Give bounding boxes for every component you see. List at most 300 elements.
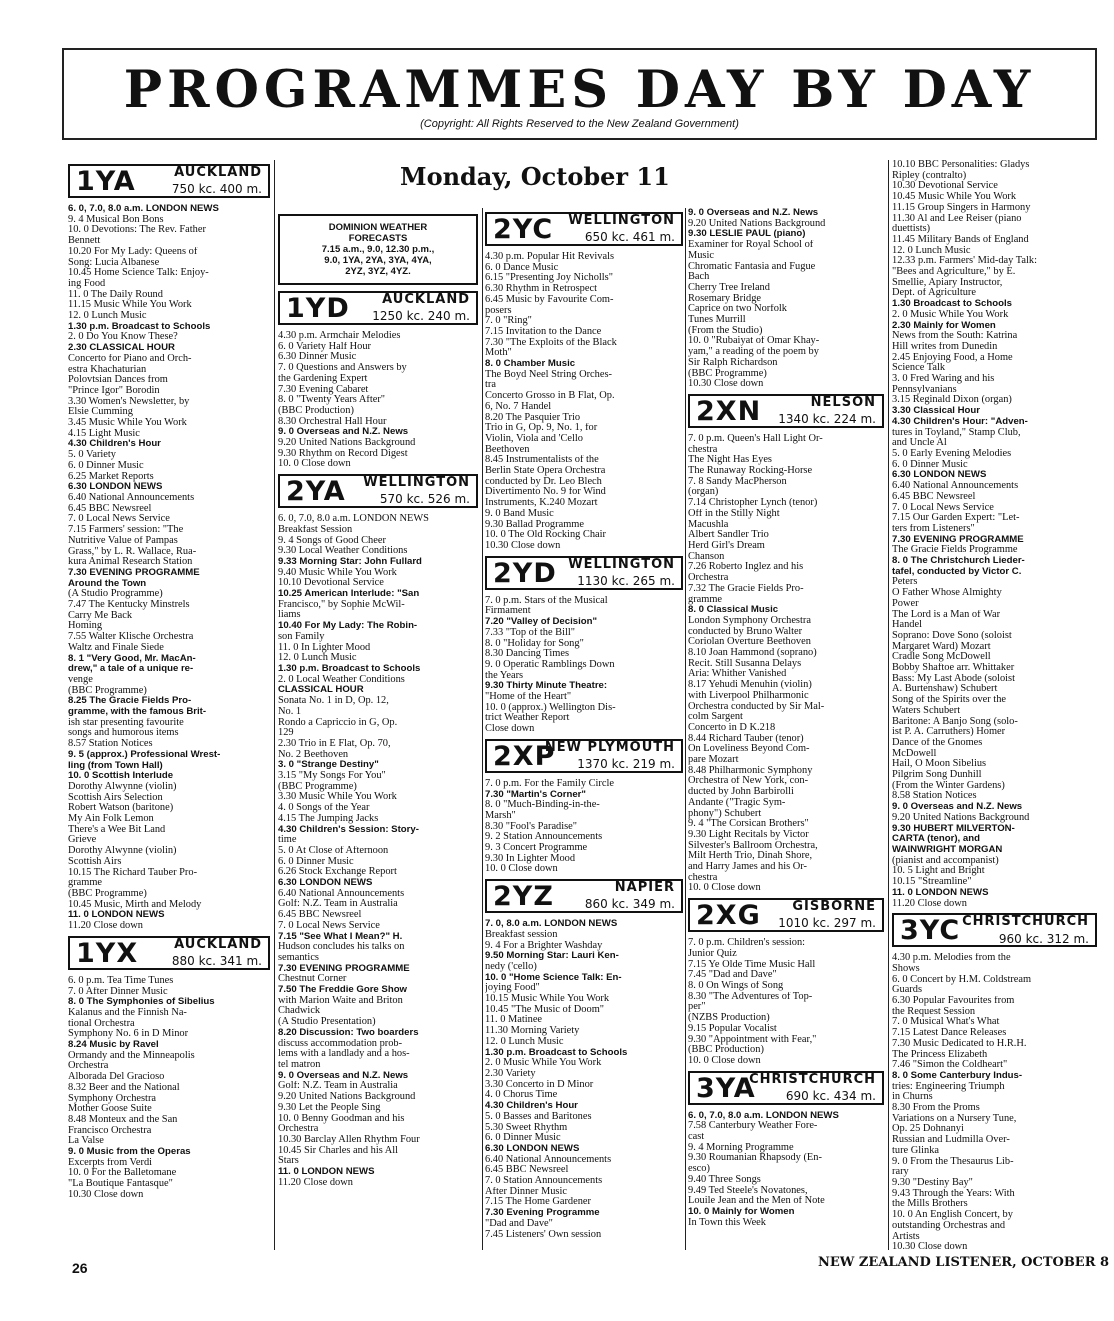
programme-line: 2. 0 Music While You Work	[485, 1058, 602, 1069]
programme-line: (BBC Programme)	[68, 685, 147, 696]
column-divider	[482, 208, 483, 1250]
station-callsign: 3YC	[900, 915, 961, 947]
programme-highlight: 2.30 Mainly for Women	[892, 320, 996, 331]
programme-highlight: 7.30 EVENING PROGRAMME	[278, 963, 410, 974]
programme-line: 7. 0 Questions and Answers by	[278, 363, 407, 374]
programme-highlight: 10. 0 "Home Science Talk: En-	[485, 972, 622, 983]
programme-line: 11.20 Close down	[68, 921, 143, 932]
programme-line: Music	[688, 250, 714, 261]
programme-line: (pianist and accompanist)	[892, 855, 999, 866]
programme-highlight: 9.30 HUBERT MILVERTON-	[892, 823, 1015, 834]
programme-line: Bass: My Last Abode (soloist	[892, 673, 1015, 684]
programme-line: 7.15 Ye Olde Time Music Hall	[688, 959, 816, 970]
programme-line: 7.30 Evening Cabaret	[278, 384, 369, 395]
programme-line: Orchestra of New York, con-	[688, 776, 809, 787]
programme-highlight: 7. 0, 8.0 a.m. LONDON NEWS	[485, 919, 618, 930]
programme-highlight: 8. 0 Classical Music	[688, 605, 779, 616]
station-callsign: 2XP	[493, 740, 556, 772]
station-header	[485, 212, 683, 246]
programme-line: ture Glinka	[892, 1145, 940, 1156]
programme-line: 3.45 Music While You Work	[68, 418, 187, 429]
programme-line: Peters	[892, 577, 918, 588]
programme-line: Tunes Murrill	[688, 315, 746, 326]
station-header	[485, 879, 683, 913]
programme-line: (A Studio Programme)	[68, 589, 163, 600]
column-3	[485, 208, 683, 1254]
programme-line: Science Talk	[892, 363, 946, 374]
programme-line: 4.30 p.m. Popular Hit Revivals	[485, 252, 615, 262]
programme-line: cast	[688, 1132, 705, 1143]
programme-line: kura Animal Research Station	[68, 557, 193, 568]
programme-line: 9.49 Ted Steele's Novatones,	[688, 1185, 808, 1196]
programme-line: (organ)	[688, 487, 719, 498]
programme-line: 6.30 Popular Favourites from	[892, 996, 1015, 1007]
programme-line: trict Weather Report	[485, 713, 570, 724]
programme-line: O Father Whose Almighty	[892, 588, 1002, 599]
day-title: Monday, October 11	[400, 162, 670, 191]
station-header	[278, 474, 478, 508]
station-header	[485, 739, 683, 773]
programme-line: Artists	[892, 1231, 920, 1242]
programme-line: 6.40 National Announcements	[892, 481, 1019, 492]
programme-line: 10.15 The Richard Tauber Pro-	[68, 867, 198, 878]
programme-line: 7. 0 p.m. Children's session:	[688, 938, 806, 949]
programme-line: Song: Lucia Albanese	[68, 257, 160, 268]
station-city: AUCKLAND	[382, 292, 470, 307]
programme-highlight: 9. 0 Overseas and N.Z. News	[278, 1070, 409, 1081]
programme-line: time	[278, 835, 297, 846]
programme-line: Instruments, K.240 Mozart	[485, 498, 598, 509]
programme-line: 6.25 Market Reports	[68, 471, 154, 482]
station-header	[278, 291, 478, 325]
station-header	[688, 898, 884, 932]
programme-line: 8.32 Beer and the National	[68, 1082, 180, 1093]
programme-line: 7. 0 Local News Service	[278, 920, 380, 931]
programme-highlight: 7.30 EVENING PROGRAMME	[68, 567, 200, 578]
programme-line: in Churns	[892, 1092, 933, 1103]
programme-line: 10.45 Sir Charles and his All	[278, 1145, 399, 1156]
programme-line: 9.15 Popular Vocalist	[688, 1023, 777, 1034]
programme-line: 10.10 Devotional Service	[278, 578, 384, 589]
weather-forecast-line: FORECASTS	[348, 233, 408, 244]
programme-line: 7.15 The Home Gardener	[485, 1197, 591, 1208]
station-callsign: 2XN	[696, 395, 762, 427]
programme-line: Marsh"	[485, 810, 516, 821]
page-number: 26	[72, 1260, 88, 1276]
programme-line: lems with a landlady and a hos-	[278, 1049, 410, 1060]
programme-line: 10. 0 Benny Goodman and his	[278, 1113, 405, 1124]
programme-line: 10.45 Home Science Talk: Enjoy-	[68, 268, 209, 279]
programme-line: 5. 0 At Close of Afternoon	[278, 845, 389, 856]
programme-highlight: 9.30 LESLIE PAUL (piano)	[688, 229, 806, 240]
programme-line: 6.45 Music by Favourite Com-	[485, 294, 614, 305]
programme-line: tries: Engineering Triumph	[892, 1081, 1005, 1092]
programme-line: 7.14 Christopher Lynch (tenor)	[688, 498, 818, 509]
programme-line: the Mills Brothers	[892, 1199, 968, 1210]
programme-line: the Gardening Expert	[278, 373, 368, 384]
programme-highlight: 7.30 "Martin's Corner"	[485, 789, 586, 800]
programme-line: 8. 0 "Twenty Years After"	[278, 395, 386, 406]
station-header	[68, 936, 270, 970]
programme-highlight: 6.30 LONDON NEWS	[485, 1143, 580, 1154]
programme-highlight: 11. 0 LONDON NEWS	[278, 1167, 375, 1178]
programme-line: 7.26 Roberto Inglez and his	[688, 562, 804, 573]
programme-line: 3.15 Reginald Dixon (organ)	[892, 395, 1012, 406]
programme-line: the Request Session	[892, 1006, 976, 1017]
programme-highlight: 10.25 American Interlude: "San	[278, 589, 420, 600]
programme-line: Dept. of Agriculture	[892, 288, 976, 299]
programme-line: 9.40 Music While You Work	[278, 567, 397, 578]
masthead-title: PROGRAMMES DAY BY DAY	[123, 60, 1036, 120]
programme-line: 6. 0 p.m. Tea Time Tunes	[68, 975, 174, 986]
programme-line: Orchestra	[278, 1124, 319, 1135]
programme-line: Rosemary Bridge	[688, 293, 762, 304]
programme-line: Shows	[892, 963, 920, 974]
station-header	[485, 556, 683, 590]
programme-highlight: 9. 0 Music from the Operas	[68, 1147, 191, 1158]
weather-forecast-line: 7.15 a.m., 9.0, 12.30 p.m.,	[321, 244, 435, 255]
station-frequency: 1340 kc. 224 m.	[778, 412, 876, 427]
programme-line: Breakfast session	[485, 929, 558, 940]
programme-highlight: 7.20 "Valley of Decision"	[485, 617, 598, 628]
programme-line: per"	[688, 1002, 706, 1013]
programme-highlight: 7.30 Evening Programme	[485, 1208, 600, 1219]
programme-line: 11.30 Morning Variety	[485, 1026, 580, 1037]
programme-line: posers	[485, 305, 512, 316]
programme-highlight: 8. 1 "Very Good, Mr. MacAn-	[68, 653, 196, 664]
programme-line: liams	[278, 610, 301, 621]
programme-highlight: 9.30 Thirty Minute Theatre:	[485, 681, 608, 692]
programme-line: Breakfast Session	[278, 524, 353, 535]
programme-line: 7. 0 p.m. Stars of the Musical	[485, 595, 608, 606]
programme-line: 10.20 For My Lady: Queens of	[68, 246, 198, 257]
programme-line: Sonata No. 1 in D, Op. 12,	[278, 696, 389, 707]
programme-line: (BBC Production)	[278, 405, 354, 416]
programme-line: Kalanus and the Finnish Na-	[68, 1007, 187, 1018]
programme-line: 9.20 United Nations Background	[892, 812, 1030, 823]
station-callsign: 1YA	[76, 166, 136, 197]
programme-line: London Symphony Orchestra	[688, 615, 811, 626]
station-city: WELLINGTON	[568, 213, 675, 228]
programme-highlight: 9. 5 (approx.) Professional Wrest-	[68, 749, 221, 760]
programme-highlight: 9. 0 Overseas and N.Z. News	[278, 427, 409, 438]
weather-forecast-line: 2YZ, 3YZ, 4YZ.	[345, 266, 411, 277]
programme-line: 11.45 Military Bands of England	[892, 234, 1029, 245]
programme-line: 7.30 "The Exploits of the Black	[485, 337, 617, 348]
programme-highlight: 6.30 LONDON NEWS	[278, 878, 373, 889]
programme-line: ing Food	[68, 278, 106, 289]
programme-line: 9. 4 Musical Bon Bons	[68, 214, 164, 225]
programme-highlight: 9. 0 Overseas and N.Z. News	[892, 802, 1023, 813]
programme-line: Guards	[892, 985, 923, 996]
programme-line: Scottish Airs Selection	[68, 792, 163, 803]
station-city: CHRISTCHURCH	[749, 1071, 876, 1087]
programme-line: Margaret Ward) Mozart	[892, 641, 991, 652]
programme-line: 9.30 Local Weather Conditions	[278, 546, 408, 557]
weather-forecast-line: 9.0, 1YA, 2YA, 3YA, 4YA,	[324, 255, 432, 266]
programme-line: 6.45 BBC Newsreel	[278, 910, 362, 921]
programme-line: 7.15 Farmers' session: "The	[68, 525, 184, 536]
programme-line: 5. 0 Variety	[68, 450, 116, 461]
programme-line: 5. 0 Early Evening Melodies	[892, 448, 1012, 459]
programme-line: phony") Schubert	[688, 808, 762, 819]
programme-line: Divertimento No. 9 for Wind	[485, 487, 606, 498]
programme-line: 9. 0 Operatic Ramblings Down	[485, 659, 615, 670]
programme-line: 10.30 Close down	[892, 1242, 968, 1253]
station-frequency: 1370 kc. 219 m.	[577, 757, 675, 772]
programme-line: 8.30 Dancing Times	[485, 649, 569, 660]
column-divider	[274, 160, 275, 1250]
programme-line: (From the Studio)	[688, 325, 763, 336]
programme-line: rary	[892, 1167, 909, 1178]
programme-line: Louile Jean and the Men of Note	[688, 1196, 825, 1207]
programme-highlight: 6.30 LONDON NEWS	[892, 470, 987, 481]
programme-line: 6.45 BBC Newsreel	[68, 503, 152, 514]
programme-line: Orchestra	[688, 573, 729, 584]
programme-line: duettists)	[892, 224, 931, 235]
programme-line: 7. 0 Local News Service	[892, 502, 994, 513]
programme-line: There's a Wee Bit Land	[68, 824, 166, 835]
station-city: NEW PLYMOUTH	[544, 739, 675, 755]
station-frequency: 1130 kc. 265 m.	[577, 573, 675, 588]
programme-line: 10. 0 Close down	[688, 883, 761, 894]
programme-line: Grieve	[68, 835, 97, 846]
masthead	[62, 48, 1097, 140]
station-city: CHRISTCHURCH	[962, 914, 1089, 930]
programme-line: 129	[278, 728, 294, 739]
programme-line: 6.45 BBC Newsreel	[485, 1165, 569, 1176]
programme-line: 6. 0 Variety Half Hour	[278, 341, 372, 352]
station-callsign: 1YX	[76, 937, 139, 969]
programme-line: 8.20 The Pasquier Trio	[485, 412, 581, 423]
station-callsign: 2YC	[493, 214, 554, 245]
programme-line: gramme	[68, 878, 103, 889]
programme-highlight: 1.30 Broadcast to Schools	[892, 299, 1012, 310]
programme-line: 9. 0 Band Music	[485, 508, 554, 519]
programme-highlight: gramme, with the famous Brit-	[68, 707, 207, 718]
programme-line: 10.30 Close down	[688, 379, 764, 390]
programme-line: 3.30 Women's Newsletter, by	[68, 396, 190, 407]
station-frequency: 690 kc. 434 m.	[785, 1088, 876, 1103]
programme-highlight: ling (from Town Hall)	[68, 760, 163, 771]
programme-line: Dorothy Alwynne (violin)	[68, 846, 177, 857]
programme-line: 7. 0 Station Announcements	[485, 1176, 603, 1187]
station-header	[688, 1071, 884, 1105]
programme-line: 10. 5 Light and Bright	[892, 866, 985, 877]
programme-line: Orchestra	[68, 1061, 109, 1072]
programme-line: 6.40 National Announcements	[485, 1154, 612, 1165]
programme-line: 8.30 "Fool's Paradise"	[485, 821, 578, 832]
programme-line: 7.58 Canterbury Weather Fore-	[688, 1121, 818, 1132]
programme-line: 7. 8 Sandy MacPherson	[688, 476, 787, 487]
programme-highlight: 7.15 "See What I Mean?" H.	[278, 931, 403, 942]
column-2	[278, 208, 478, 1254]
programme-line: 9.40 Three Songs	[688, 1174, 761, 1185]
station-frequency: 1010 kc. 297 m.	[778, 916, 876, 931]
programme-line: 6. 0, 7.0, 8.0 a.m. LONDON NEWS	[278, 514, 429, 525]
programme-highlight: 7.50 The Freddie Gore Show	[278, 985, 408, 996]
programme-highlight: 8. 0 Some Canterbury Indus-	[892, 1070, 1023, 1081]
programme-line: Berlin State Opera Orchestra	[485, 466, 606, 477]
programme-line: 8.10 Joan Hammond (soprano)	[688, 648, 817, 659]
programme-line: with Liverpool Philharmonic	[688, 690, 809, 701]
programme-line: 10. 0 The Old Rocking Chair	[485, 530, 607, 541]
programme-line: Dorothy Alwynne (violin)	[68, 781, 177, 792]
programme-line: 7.30 Music Dedicated to H.R.H.	[892, 1038, 1027, 1049]
programme-line: Sir Ralph Richardson	[688, 357, 778, 368]
programme-line: Beethoven	[485, 444, 530, 455]
programme-line: 11. 0 In Lighter Mood	[278, 642, 371, 653]
programme-line: 8. 0 "Holiday for Song"	[485, 638, 584, 649]
programme-line: Concerto for Piano and Orch-	[68, 353, 192, 364]
programme-line: 8.17 Yehudi Menuhin (violin)	[688, 680, 812, 691]
programme-highlight: 7.30 EVENING PROGRAMME	[892, 534, 1024, 545]
programme-line: 2. 0 Do You Know These?	[68, 332, 178, 343]
programme-line: pare Mozart	[688, 755, 739, 766]
programme-line: 10. 0 Close down	[485, 864, 558, 875]
programme-line: Elsie Cumming	[68, 407, 133, 418]
programme-line: 4.30 p.m. Armchair Melodies	[278, 331, 401, 341]
programme-line: Junior Quiz	[688, 948, 737, 959]
programme-line: The Night Has Eyes	[688, 455, 772, 466]
programme-line: 6.40 National Announcements	[278, 888, 405, 899]
programme-line: 9. 4 Morning Programme	[688, 1142, 794, 1153]
programme-line: 6. 0 Dinner Music	[278, 856, 354, 867]
programme-line: son Family	[278, 631, 325, 642]
programme-highlight: 3.30 Classical Hour	[892, 406, 980, 417]
programme-line: 10. 0 An English Concert, by	[892, 1210, 1013, 1221]
programme-line: 7.45 Listeners' Own session	[485, 1229, 602, 1240]
programme-line: 8. 0 "Much-Binding-in-the-	[485, 800, 600, 811]
programme-line: 8.58 Station Notices	[892, 791, 977, 802]
programme-line: 4. 0 Chorus Time	[485, 1090, 558, 1101]
programme-line: No. 2 Beethoven	[278, 749, 349, 760]
programme-line: Close down	[485, 724, 535, 735]
programme-line: After Dinner Music	[485, 1186, 567, 1197]
programme-line: Golf: N.Z. Team in Australia	[278, 1081, 398, 1092]
programme-line: Coriolan Overture Beethoven	[688, 637, 811, 648]
programme-line: 8.48 Philharmonic Symphony	[688, 765, 813, 776]
programme-line: Hill writes from Dunedin	[892, 341, 998, 352]
programme-line: Bennett	[68, 236, 101, 247]
programme-highlight: 9.33 Morning Star: John Fullard	[278, 556, 422, 567]
programme-highlight: 6. 0, 7.0, 8.0 a.m. LONDON NEWS	[68, 204, 219, 214]
programme-line: "Home of the Heart"	[485, 692, 572, 703]
programme-line: 10. 0 Close down	[688, 1055, 761, 1066]
programme-line: My Ain Folk Lemon	[68, 814, 154, 825]
programme-line: 9.30 Roumanian Rhapsody (En-	[688, 1153, 822, 1164]
programme-line: 9. 3 Concert Programme	[485, 843, 588, 854]
weather-forecast-line: DOMINION WEATHER	[328, 222, 428, 233]
programme-line: 11.15 Music While You Work	[68, 300, 192, 311]
programme-line: 3.15 "My Songs For You"	[278, 771, 386, 782]
programme-line: 9. 0 From the Thesaurus Lib-	[892, 1156, 1014, 1167]
station-callsign: 1YD	[286, 293, 350, 324]
programme-line: (BBC Programme)	[68, 889, 147, 899]
programme-line: 3. 0 Fred Waring and his	[892, 374, 995, 385]
programme-line: 6. 0 Dinner Music	[892, 459, 968, 470]
station-frequency: 960 kc. 312 m.	[998, 931, 1089, 946]
programme-highlight: 8. 0 The Symphonies of Sibelius	[68, 997, 215, 1008]
programme-line: 2. 0 Local Weather Conditions	[278, 674, 405, 685]
programme-line: 4.15 The Jumping Jacks	[278, 813, 379, 824]
programme-line: ters from Listeners"	[892, 523, 975, 534]
programme-line: Golf: N.Z. Team in Australia	[278, 899, 398, 910]
programme-line: 8.30 Orchestral Hall Hour	[278, 416, 387, 427]
programme-line: Excerpts from Verdi	[68, 1157, 153, 1168]
programme-highlight: drew," a tale of a unique re-	[68, 664, 194, 675]
programme-line: "Bees and Agriculture," by E.	[892, 267, 1016, 278]
programme-line: 2.30 Variety	[485, 1069, 536, 1079]
programme-line: Grass," by L. R. Wallace, Rua-	[68, 546, 197, 557]
station-callsign: 2XG	[696, 900, 761, 932]
programme-line: (BBC Programme)	[688, 368, 767, 379]
programme-line: Handel	[892, 620, 923, 631]
programme-highlight: 11. 0 LONDON NEWS	[68, 910, 165, 921]
station-frequency: 750 kc. 400 m.	[171, 182, 262, 197]
programme-line: Chanson	[688, 551, 725, 562]
programme-line: Concerto Grosso in B Flat, Op.	[485, 391, 615, 402]
programme-highlight: CLASSICAL HOUR	[278, 685, 364, 696]
programme-line: Herd Girl's Dream	[688, 540, 765, 551]
programme-line: conducted by Bruno Walter	[688, 626, 803, 637]
station-callsign: 2YA	[286, 476, 346, 508]
programme-line: Moth"	[485, 348, 512, 359]
station-city: NAPIER	[614, 880, 675, 896]
programme-highlight: 4.30 Children's Hour	[68, 439, 161, 450]
programme-line: venge	[68, 674, 93, 685]
programme-line: 6. 0 Dinner Music	[68, 460, 144, 471]
station-frequency: 1250 kc. 240 m.	[372, 309, 470, 324]
programme-line: 5. 0 Basses and Baritones	[485, 1111, 592, 1122]
programme-line: 2.45 Enjoying Food, a Home	[892, 352, 1013, 363]
programme-line: Examiner for Royal School of	[688, 240, 814, 251]
programme-line: Symphony Orchestra	[68, 1093, 157, 1104]
programme-highlight: 2.30 CLASSICAL HOUR	[68, 343, 175, 354]
programme-line: 9.30 "Appointment with Fear,"	[688, 1034, 817, 1045]
programme-line: 12. 0 Lunch Music	[892, 245, 971, 256]
station-city: AUCKLAND	[174, 936, 262, 952]
programme-line: tel matron	[278, 1060, 321, 1070]
programme-line: 10. 0 (approx.) Wellington Dis-	[485, 702, 616, 713]
programme-line: 6.40 National Announcements	[68, 492, 195, 503]
programme-line: The Gracie Fields Programme	[892, 545, 1018, 556]
programme-highlight: Around the Town	[68, 578, 147, 589]
column-4	[688, 208, 884, 1254]
programme-line: with Marion Waite and Briton	[278, 995, 403, 1006]
programme-line: 10. 0 "Rubaiyat of Omar Khay-	[688, 336, 820, 347]
programme-line: Ormandy and the Minneapolis	[68, 1050, 195, 1061]
programme-line: chestra	[688, 444, 718, 455]
programme-line: 7. 0 Musical What's What	[892, 1017, 1000, 1028]
programme-line: Cherry Tree Ireland	[688, 282, 770, 293]
programme-line: colm Sargent	[688, 712, 743, 723]
programme-line: 3.30 Concerto in D Minor	[485, 1079, 594, 1090]
programme-highlight: 8. 0 The Christchurch Lieder-	[892, 556, 1025, 567]
programme-line: 9. 4 "The Corsican Brothers"	[688, 819, 809, 830]
programme-line: ish star presenting favourite	[68, 717, 184, 728]
programme-highlight: 10. 0 Scottish Interlude	[68, 771, 174, 782]
programme-line: 12. 0 Lunch Music	[485, 1036, 564, 1047]
programme-line: 10.30 Close down	[485, 540, 561, 551]
programme-line: "La Boutique Fantasque"	[68, 1179, 173, 1190]
programme-line: 11. 0 Matinee	[485, 1015, 543, 1026]
programme-line: 12. 0 Lunch Music	[278, 653, 357, 664]
copyright-line: (Copyright: All Rights Reserved to the New Zealand Government)	[420, 118, 739, 130]
programme-line: tures in Toyland," Stamp Club,	[892, 427, 1021, 438]
programme-highlight: 4.30 Children's Session: Story-	[278, 824, 419, 835]
station-city: WELLINGTON	[363, 475, 470, 491]
